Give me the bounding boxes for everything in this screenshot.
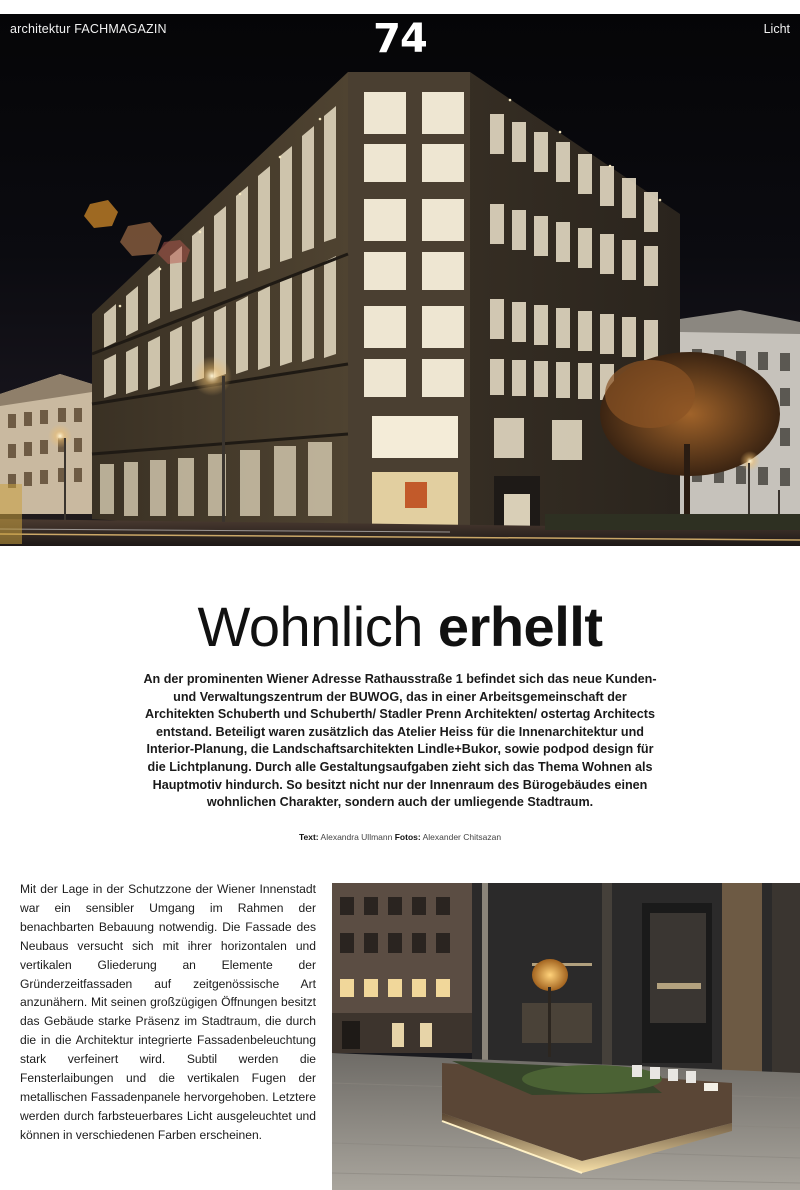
text-credit-author: Alexandra Ullmann: [320, 832, 393, 842]
magazine-title: FACHMAGAZIN: [74, 22, 167, 36]
hero-building-illustration: [0, 14, 800, 546]
photo-credit-author: Alexander Chitsazan: [422, 832, 502, 842]
article-credits: [0, 832, 800, 842]
detail-photo: [332, 883, 800, 1190]
hero-photo: [0, 14, 800, 546]
article-title-bold: erhellt: [437, 595, 603, 658]
page-number: 74: [373, 16, 427, 62]
plaza-illustration: [332, 883, 800, 1190]
article-lede: An der prominenten Wiener Adresse Rathausstraße 1 befindet sich das neue Kunden- und Verwaltungszentrum der BUWOG, das in einer Arbeitsgemeinschaft der Architekten Schuberth und Schuberth/ Stadler Prenn Architekten/ ostertag Architects entstand. Beteiligt waren zusätzlich das Atelier Heiss für die Innenarchitektur und Interior-Planung, die Landschaftsarchitekten Lindle+Bukor, sowie podpod design für die Lichtplanung. Durch alle Gestaltungsaufgaben zieht sich das Thema Wohnen als Hauptmotiv hindurch. So besitzt nicht nur der Innenraum des Bürogebäudes einen wohnlichen Charakter, sondern auch der umliegende Stadtraum.: [143, 672, 657, 810]
photo-credit-label: Fotos:: [394, 832, 421, 842]
section-label: Licht: [763, 22, 790, 36]
article-body: Mit der Lage in der Schutzzone der Wiener Innenstadt war ein sensibler Umgang im Rahmen der benachbarten Bebauung notwendig. Die Fassade des Neubaus versucht sich mit ihrer horizontalen und vertikalen Gliederung an Elemente der Gründerzeitfassaden auf zeitgenössische Art anzunähern. Mit seinen großzügigen Öffnungen besitzt das Gebäude starke Präsenz im Stadtraum, die durch die in die Architektur integrierte Fassadenbeleuchtung stark verfeinert wird. Subtil werden die Fensterlaibungen und die vertikalen Fugen der metallischen Fassadenpanele hervorgehoben. Letztere werden durch farbsteuerbares Licht ausgeleuchtet und können in verschiedenen Farben erscheinen.: [20, 882, 316, 1142]
article-title-light: Wohnlich: [197, 595, 423, 658]
text-credit-label: Text:: [298, 832, 319, 842]
magazine-prefix: architektur: [10, 22, 71, 36]
article-title: [0, 592, 800, 662]
